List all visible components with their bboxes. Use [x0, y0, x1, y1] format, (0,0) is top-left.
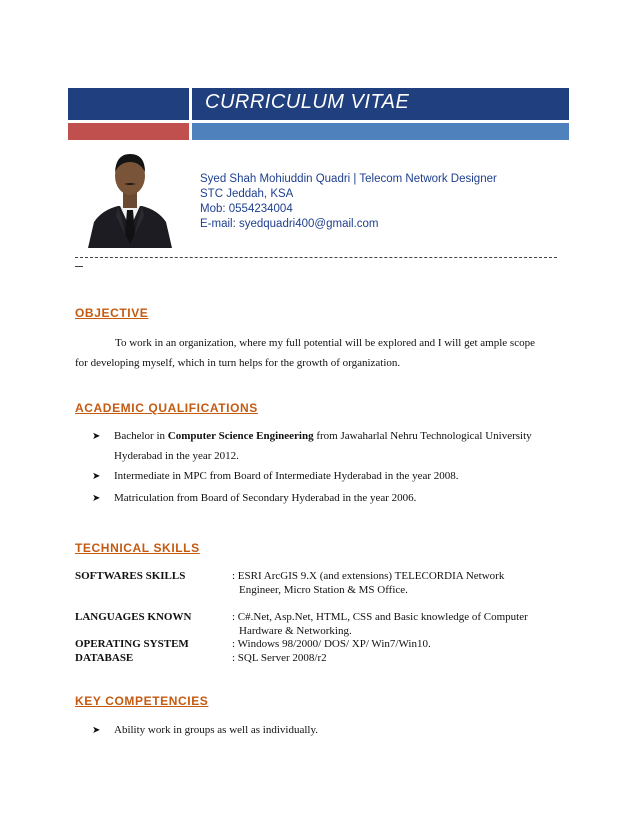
degree-name: Computer Science Engineering — [167, 430, 314, 442]
list-item: ➤ Intermediate in MPC from Board of Intermediate Hyderabad in the year 2008. — [92, 470, 459, 482]
objective-text-line1: To work in an organization, where my full potential will be explored and I will get ample scope — [115, 337, 535, 349]
software-skills-label: SOFTWARES SKILLS — [75, 570, 186, 582]
profile-photo — [80, 144, 180, 248]
accent-bar-blue — [192, 123, 569, 140]
list-item-continuation: Hyderabad in the year 2012. — [114, 450, 239, 462]
contact-name-title: Syed Shah Mohiuddin Quadri | Telecom Network Designer — [200, 173, 497, 185]
os-value: : Windows 98/2000/ DOS/ XP/ Win7/Win10. — [232, 638, 431, 650]
list-item: ➤ Matriculation from Board of Secondary Hyderabad in the year 2006. — [92, 492, 417, 504]
arrow-bullet-icon: ➤ — [92, 431, 101, 442]
accent-bar-red — [68, 123, 189, 140]
arrow-bullet-icon: ➤ — [92, 725, 101, 736]
os-label: OPERATING SYSTEM — [75, 638, 189, 650]
technical-heading: TECHNICAL SKILLS — [75, 541, 200, 555]
divider-line — [75, 253, 557, 258]
contact-location: STC Jeddah, KSA — [200, 188, 294, 200]
software-skills-value-cont: Engineer, Micro Station & MS Office. — [239, 584, 408, 596]
list-item: ➤ Bachelor in Computer Science Engineering from Jawaharlal Nehru Technological University — [92, 430, 532, 442]
academic-heading: ACADEMIC QUALIFICATIONS — [75, 401, 258, 415]
languages-label: LANGUAGES KNOWN — [75, 611, 192, 623]
contact-email[interactable]: E-mail: syedquadri400@gmail.com — [200, 218, 379, 230]
arrow-bullet-icon: ➤ — [92, 493, 101, 504]
page-title: CURRICULUM VITAE — [205, 91, 410, 113]
header-banner-left — [68, 88, 189, 120]
database-label: DATABASE — [75, 652, 134, 664]
languages-value: : C#.Net, Asp.Net, HTML, CSS and Basic knowledge of Computer — [232, 611, 528, 623]
languages-value-cont: Hardware & Networking. — [239, 625, 352, 637]
competencies-heading: KEY COMPETENCIES — [75, 694, 209, 708]
software-skills-value: : ESRI ArcGIS 9.X (and extensions) TELECORDIA Network — [232, 570, 505, 582]
objective-heading: OBJECTIVE — [75, 306, 149, 320]
arrow-bullet-icon: ➤ — [92, 471, 101, 482]
objective-text-line2: for developing myself, which in turn helps for the growth of organization. — [75, 357, 401, 369]
divider-tail — [75, 266, 83, 267]
database-value: : SQL Server 2008/r2 — [232, 652, 327, 664]
list-item: ➤ Ability work in groups as well as individually. — [92, 724, 318, 736]
contact-mobile: Mob: 0554234004 — [200, 203, 293, 215]
